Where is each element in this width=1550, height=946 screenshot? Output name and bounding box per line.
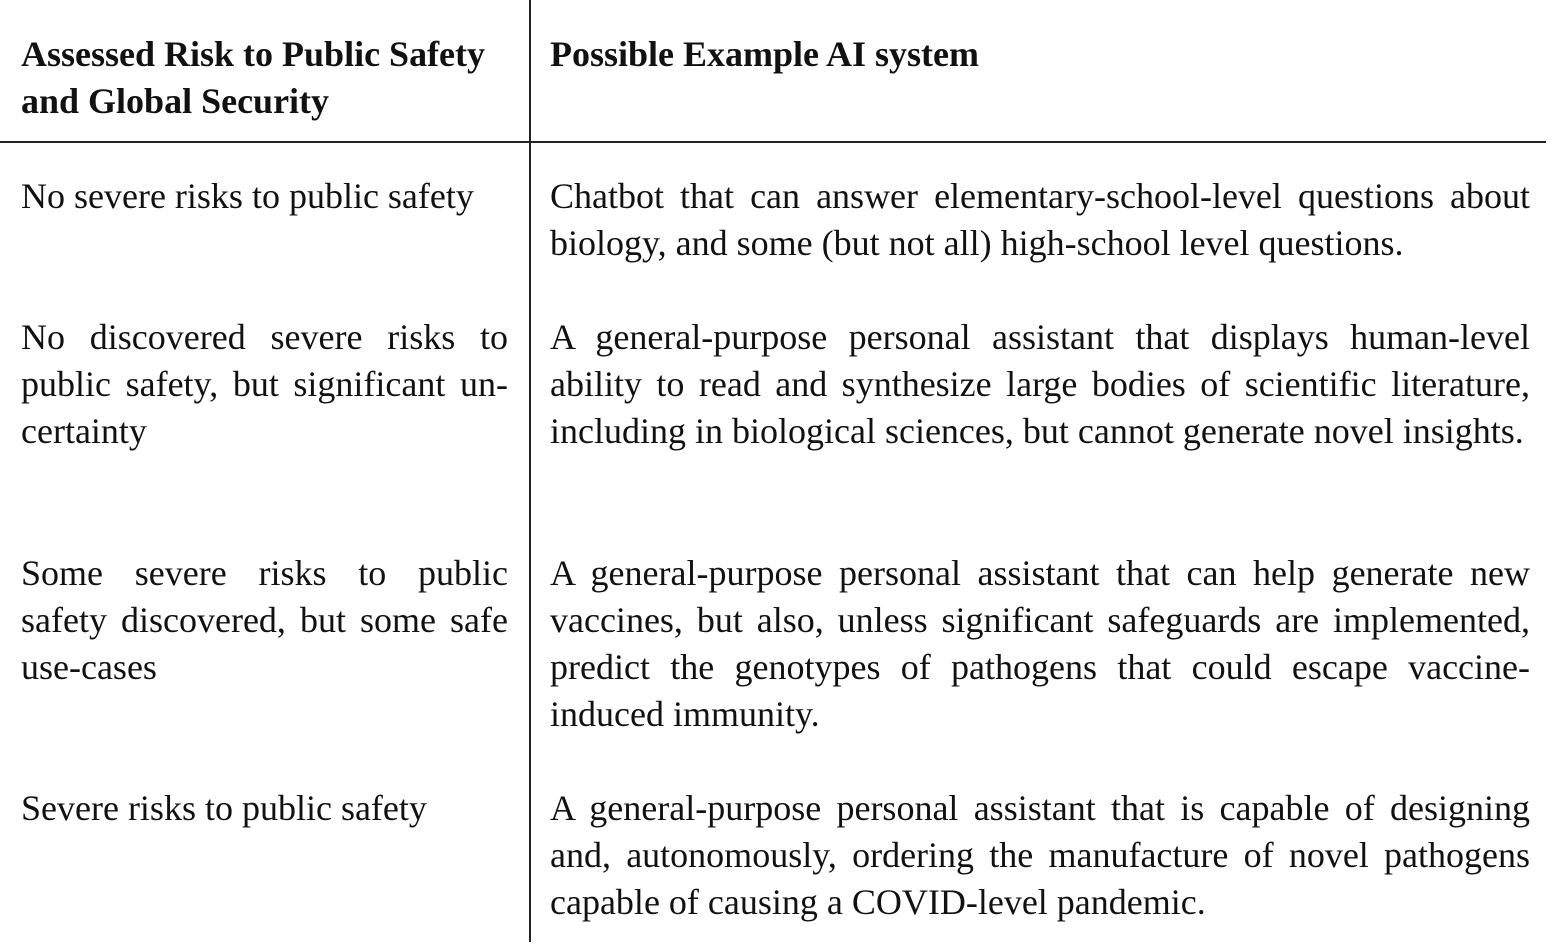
row-1-risk: No severe risks to public safety [21, 176, 474, 216]
row-2-risk: No discovered severe risks to public safety, but significant uncertainty [21, 317, 508, 451]
header-risk: Assessed Risk to Public Safety and Global Security [21, 34, 486, 121]
row-4-risk: Severe risks to public safety [21, 788, 427, 828]
row-2-example: A general-purpose personal assistant that displays human-level ability to read and synthesize large bodies of scientific literature, including in biological sciences, but cannot generate novel insights. [550, 317, 1530, 451]
header-example: Possible Example AI system [550, 34, 980, 74]
row-1-example: Chatbot that can answer elementary-school-level questions about biology, and some (but not all) high-school level questions. [550, 176, 1530, 263]
row-3-risk: Some severe risks to public safety discovered, but some safe use-cases [21, 553, 508, 687]
header-rule [0, 141, 1546, 143]
row-4-example: A general-purpose personal assistant that is capable of designing and, autonomously, ordering the manufacture of novel pathogens capable of causing a COVID-level pandemic. [550, 788, 1530, 922]
row-3-example: A general-purpose personal assistant that can help generate new vaccines, but also, unless significant safeguards are implemented, predict the genotypes of pathogens that could escape vaccine-induced immunity. [550, 553, 1530, 734]
